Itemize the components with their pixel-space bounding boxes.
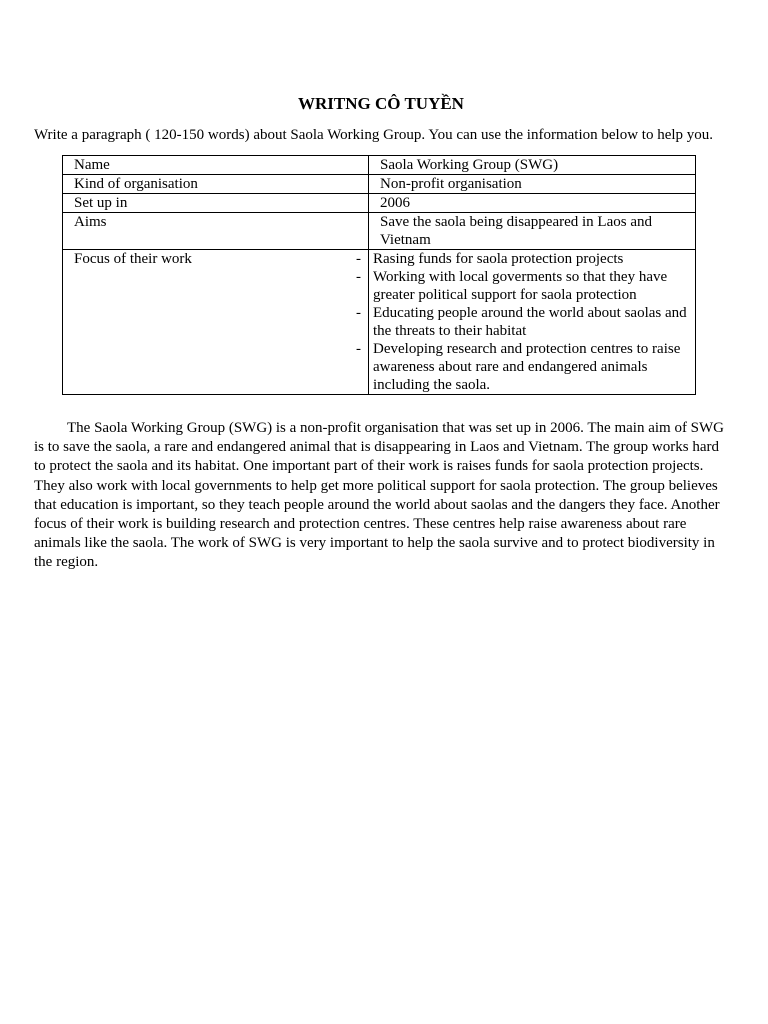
table-row <box>63 156 696 175</box>
document-title: WRITNG CÔ TUYỀN <box>298 94 464 113</box>
row-label: Focus of their work <box>63 250 369 395</box>
table-row <box>63 175 696 194</box>
list-dash: - <box>356 251 361 267</box>
list-item <box>356 304 687 340</box>
list-item-text: Working with local goverments so that they have greater political support for saola protection <box>373 269 668 303</box>
row-value: Save the saola being disappeared in Laos and Vietnam <box>369 213 696 250</box>
list-item <box>356 250 687 268</box>
row-value: Saola Working Group (SWG) <box>369 156 696 175</box>
list-dash: - <box>356 269 361 285</box>
focus-list-cell <box>356 250 696 395</box>
list-item-text: Rasing funds for saola protection projects <box>373 251 624 267</box>
info-table <box>62 155 696 395</box>
list-item <box>356 340 687 394</box>
row-label: Aims <box>63 213 369 250</box>
row-label: Name <box>63 156 369 175</box>
table-row <box>63 194 696 213</box>
row-label: Kind of organisation <box>63 175 369 194</box>
table-row-focus <box>63 250 696 395</box>
list-item-text: Educating people around the world about saolas and the threats to their habitat <box>373 305 687 339</box>
focus-list <box>356 250 687 394</box>
row-value: 2006 <box>369 194 696 213</box>
table-row <box>63 213 696 250</box>
writing-instruction: Write a paragraph ( 120-150 words) about Saola Working Group. You can use the information below to help you. <box>34 127 714 143</box>
row-label: Set up in <box>63 194 369 213</box>
list-dash: - <box>356 341 361 357</box>
row-value: Non-profit organisation <box>369 175 696 194</box>
list-item-text: Developing research and protection centres to raise awareness about rare and endangered animals including the saola. <box>373 341 681 393</box>
essay-paragraph: The Saola Working Group (SWG) is a non-profit organisation that was set up in 2006. The main aim of SWG is to save the saola, a rare and endangered animal that is disappearing in Laos and Vietnam. The group works hard to protect the saola and its habitat. One important part of their work is raises funds for saola protection projects. They also work with local governments to help get more political support for saola protection. The group believes that education is important, so they teach people around the world about saolas and the dangers they face. Another focus of their work is building research and protection centres. These centres help raise awareness about rare animals like the saola. The work of SWG is very important to help the saola survive and to protect biodiversity in the region. <box>34 420 725 571</box>
list-item <box>356 268 687 304</box>
list-dash: - <box>356 305 361 321</box>
